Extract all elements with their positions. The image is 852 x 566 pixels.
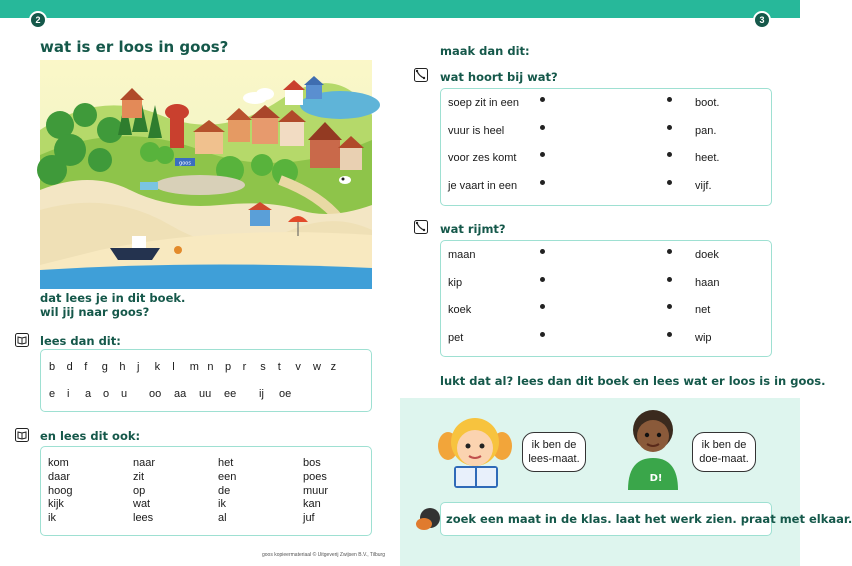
letter: m (189, 361, 199, 373)
letter: g (101, 361, 108, 373)
rhyme-dot-left (540, 332, 545, 337)
rhyme-dot-left (540, 249, 545, 254)
word: naar (133, 457, 156, 469)
town-sign-text: goos (179, 160, 191, 167)
match-dot-left (540, 152, 545, 157)
letter: b (49, 361, 56, 373)
word: al (218, 512, 227, 525)
stamp-icon (414, 504, 444, 534)
lukt-heading: lukt dat al? lees dan dit boek en lees wat er loos is in goos. (440, 374, 826, 388)
word: ik (218, 498, 226, 511)
word: de (218, 484, 231, 497)
word: zit (133, 470, 144, 483)
caption-line-2: wil jij naar goos? (40, 305, 150, 319)
rhyme-row (441, 304, 771, 318)
letter: r (242, 361, 247, 373)
letter: oo (149, 388, 162, 400)
rhyme-right-text: net (695, 304, 711, 316)
bubble-1-line-2: lees-maat. (528, 453, 580, 465)
match-right-text: boot. (695, 97, 720, 109)
rhyme-dot-right (667, 304, 672, 309)
book-icon (15, 428, 29, 442)
word: op (133, 484, 146, 497)
letter: j (137, 361, 140, 373)
pencil-icon (414, 220, 428, 234)
letter: u (121, 388, 128, 400)
rhyme-right-text: haan (695, 276, 720, 289)
match-row (441, 97, 771, 111)
intro-heading: maak dan dit: (440, 44, 530, 58)
match-right-text: heet. (695, 152, 720, 164)
question-1-heading: wat hoort bij wat? (440, 70, 558, 84)
match-left-text: je vaart in een (448, 179, 518, 192)
bubble-1-line-1: ik ben de (531, 439, 577, 451)
copyright-footer: goos kopieermateriaal © Uitgeverij Zwijsen B.V., Tilburg (262, 552, 385, 558)
speech-bubble-lees-maat (522, 432, 586, 472)
letters-row-1 (41, 361, 371, 375)
word: kijk (48, 498, 64, 511)
match-row (441, 125, 771, 139)
letter: l (172, 361, 175, 373)
letter: ij (259, 388, 264, 400)
village-illustration (40, 60, 372, 289)
letter: aa (174, 388, 187, 400)
question-2-heading: wat rijmt? (440, 222, 506, 236)
match-left-text: vuur is heel (448, 124, 505, 137)
rhyme-left-text: kip (448, 276, 463, 289)
letter: ee (224, 388, 237, 400)
top-bar (0, 0, 800, 18)
rhyme-row (441, 249, 771, 263)
letter: z (330, 361, 337, 373)
letter: w (313, 361, 321, 373)
letter: t (277, 361, 281, 373)
letter: i (67, 388, 70, 400)
letter: k (154, 361, 161, 373)
letter: a (85, 388, 92, 400)
word: ik (48, 512, 56, 525)
match-left-text: soep zit in een (448, 97, 519, 109)
letter: n (207, 361, 214, 373)
match-box (440, 88, 772, 206)
word: een (218, 470, 237, 483)
words-box (40, 446, 372, 536)
word: muur (303, 484, 329, 497)
word: hoog (48, 484, 73, 497)
page-title: wat is er loos in goos? (40, 38, 229, 56)
match-left-text: voor zes komt (448, 152, 517, 164)
boy-doe-maat-illustration (620, 406, 686, 490)
letter: uu (199, 388, 212, 400)
word: het (218, 457, 234, 469)
match-dot-right (667, 152, 672, 157)
shirt-text: D! (649, 473, 663, 484)
letter: o (103, 388, 110, 400)
letter: p (225, 361, 232, 373)
match-dot-left (540, 97, 545, 102)
rhyme-left-text: maan (448, 249, 476, 261)
match-dot-right (667, 97, 672, 102)
letter: e (49, 388, 56, 400)
letter: oe (279, 388, 292, 400)
girl-reading-illustration (436, 408, 516, 490)
word: wat (133, 498, 151, 511)
letter: f (84, 361, 88, 373)
rhyme-dot-left (540, 277, 545, 282)
rhyme-row (441, 277, 771, 291)
letter: h (119, 361, 126, 373)
word: bos (303, 457, 321, 469)
rhyme-dot-right (667, 249, 672, 254)
zoek-instruction: zoek een maat in de klas. laat het werk zien. praat met elkaar. (446, 512, 852, 526)
word: kom (48, 457, 69, 469)
rhyme-left-text: koek (448, 304, 472, 316)
word: kan (303, 498, 321, 511)
bubble-2-line-1: ik ben de (701, 439, 747, 451)
letter: v (295, 361, 301, 373)
rhyme-dot-left (540, 304, 545, 309)
match-dot-left (540, 180, 545, 185)
rhyme-right-text: wip (695, 331, 712, 344)
page-number-right: 3 (753, 11, 771, 29)
section-heading-ook: en lees dit ook: (40, 429, 141, 443)
section-heading-lees: lees dan dit: (40, 334, 121, 348)
word: lees (133, 512, 154, 525)
match-right-text: pan. (695, 124, 717, 137)
word: juf (303, 512, 315, 525)
reading-buddies-panel (400, 398, 852, 566)
book-icon (15, 333, 29, 347)
match-dot-left (540, 125, 545, 130)
pencil-icon (414, 68, 428, 82)
rhyme-dot-right (667, 277, 672, 282)
caption-line-1: dat lees je in dit boek. (40, 291, 186, 305)
word: poes (303, 470, 327, 483)
match-right-text: vijf. (695, 179, 712, 192)
speech-bubble-doe-maat (692, 432, 756, 472)
word: daar (48, 470, 71, 483)
rhyme-right-text: doek (695, 249, 719, 261)
match-dot-right (667, 180, 672, 185)
words-grid (41, 447, 371, 535)
rhyme-row (441, 332, 771, 346)
bubble-2-line-2: doe-maat. (699, 453, 749, 465)
rhyme-dot-right (667, 332, 672, 337)
match-row (441, 180, 771, 194)
letters-row-2 (41, 388, 371, 402)
letter: s (260, 361, 266, 373)
rhyme-left-text: pet (448, 331, 464, 344)
match-dot-right (667, 125, 672, 130)
rhyme-box (440, 240, 772, 357)
letters-box (40, 349, 372, 412)
letter: d (66, 361, 73, 373)
match-row (441, 152, 771, 166)
page-number-left: 2 (29, 11, 47, 29)
